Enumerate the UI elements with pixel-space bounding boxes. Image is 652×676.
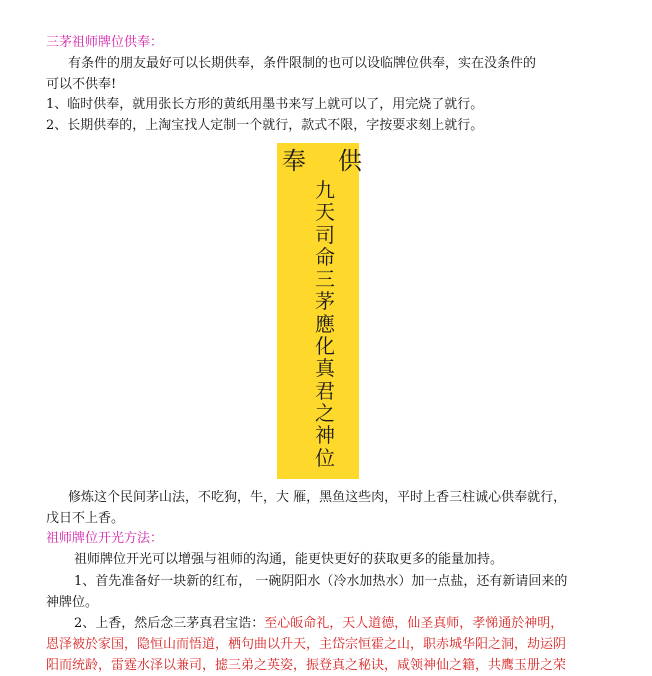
practice-note-line-1: 修炼这个民间茅山法，不吃狗，牛，大 雁，黑鱼这些肉，平时上香三柱诚心供奉就行， — [68, 490, 567, 505]
step-2-line-1 — [74, 614, 563, 634]
prayer-text-2: 恩泽被於家国，隐恒山而悟道，栖句曲以升天，主岱宗恒霍之山，职赤城华阳之洞，劫运阴 — [46, 637, 567, 652]
consecration-intro: 祖师牌位开光可以增强与祖师的沟通，能更快更好的获取更多的能量加持。 — [74, 552, 504, 567]
tablet-left-character: 奉 — [282, 147, 306, 175]
tablet-right-character: 供 — [338, 147, 362, 175]
practice-note-line-2: 戊日不上香。 — [46, 511, 125, 526]
section-2-title: 祖师牌位开光方法： — [46, 531, 164, 546]
spirit-tablet-image — [277, 143, 362, 479]
step-1-line-1: 1、首先准备好一块新的红布， 一碗阴阳水（冷水加热水）加一点盐，还有新请回来的 — [74, 574, 568, 589]
step-2-prefix: 2、上香，然后念三茅真君宝诰： — [74, 616, 265, 631]
step-1-line-2: 神牌位。 — [46, 595, 99, 610]
intro-paragraph-line-2: 可以不供奉! — [46, 77, 117, 92]
list-item-long-term-offering: 2、长期供奉的，上淘宝找人定制一个就行，款式不限，字按要求刻上就行。 — [46, 118, 484, 133]
section-1-title: 三茅祖师牌位供奉： — [46, 35, 164, 50]
prayer-text-3: 阳而统龄，雷霆水泽以兼司，摅三弟之英姿，振登真之秘诀，咸领神仙之籍，共鹰玉册之荣 — [46, 658, 567, 673]
prayer-text-1: 至心皈命礼，天人道德，仙圣真师，孝悌通於神明， — [264, 616, 564, 631]
tablet-inscription: 九天司命三茅應化真君之神位 — [315, 178, 335, 470]
list-item-temporary-offering: 1、临时供奉，就用张长方形的黄纸用墨书来写上就可以了，用完烧了就行。 — [46, 97, 484, 112]
intro-paragraph-line-1: 有条件的朋友最好可以长期供奉，条件限制的也可以设临牌位供奉，实在没条件的 — [68, 56, 537, 71]
